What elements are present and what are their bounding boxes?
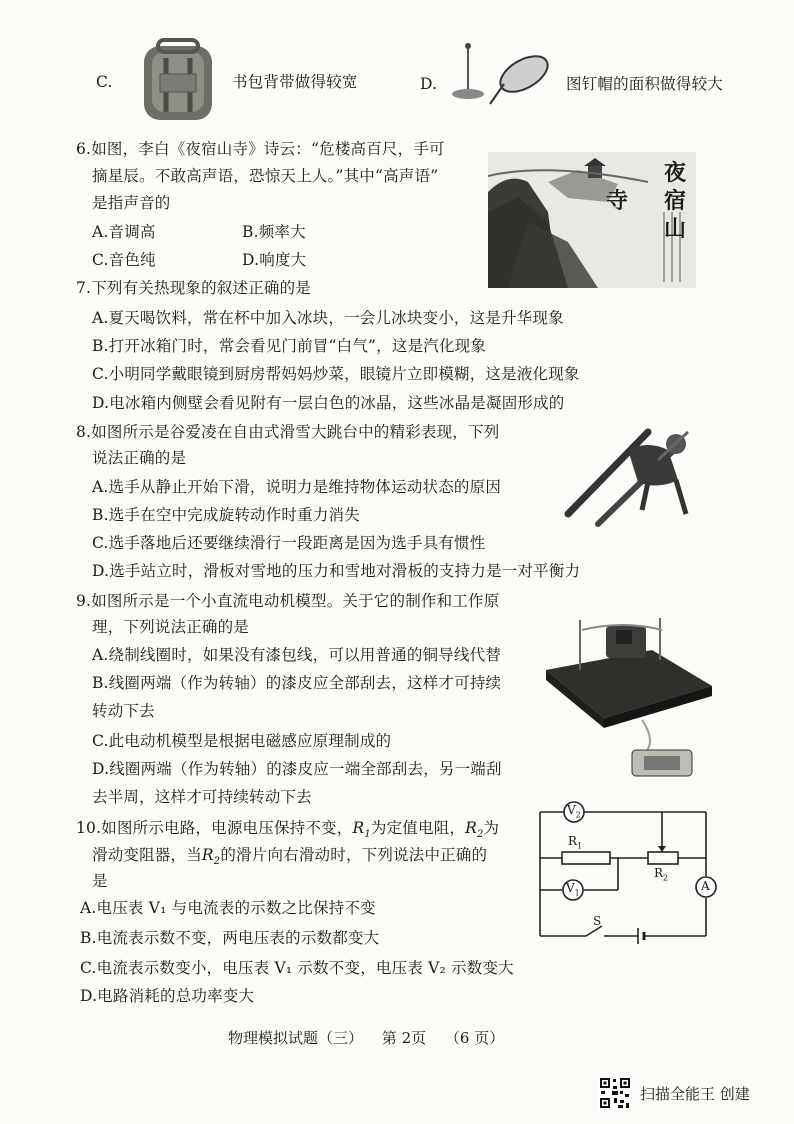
q9-option-b-line-2: 转动下去: [92, 702, 155, 720]
footer-page: 第 2页: [381, 1029, 427, 1047]
circuit-switch-label: S: [593, 914, 602, 928]
q10-r2-symbol: $R_2$: [465, 819, 484, 841]
q10-stem-c: 为: [483, 819, 500, 837]
poem-title-char-3: 山: [664, 216, 687, 242]
q8-stem-line-2: 说法正确的是: [92, 449, 187, 467]
q7-option-d: D.电冰箱内侧壁会看见附有一层白色的冰晶，这些冰晶是凝固形成的: [92, 394, 565, 412]
poem-title-char-4: 寺: [606, 188, 629, 214]
q6-stem-line-1: 6.如图，李白《夜宿山寺》诗云：“危楼高百尺，手可: [76, 140, 445, 158]
qr-code-icon: [598, 1076, 632, 1110]
option-c-letter: C.: [96, 73, 113, 91]
circuit-v1-label: $V_1$: [566, 881, 580, 898]
q10-r1-symbol: $R_1$: [352, 819, 371, 841]
q7-option-b: B.打开冰箱门时，常会看见门前冒“白气”，这是汽化现象: [92, 337, 487, 355]
q10-stem-b: 为定值电阻，: [370, 819, 466, 837]
poem-title-char-2: 宿: [664, 188, 687, 214]
q10-option-a: A.电压表 V₁ 与电流表的示数之比保持不变: [80, 899, 376, 917]
q9-option-d-line-2: 去半周，这样才可持续转动下去: [92, 788, 312, 806]
q6-stem-line-2: 摘星辰。不敢高声语，恐惊天上人。”其中“高声语”: [92, 167, 439, 185]
option-d-letter: D.: [420, 75, 438, 93]
footer-title: 物理模拟试题（三）: [228, 1029, 364, 1047]
thumbtack-image: [442, 40, 552, 110]
q10-stem-a: 10.如图所示电路，电源电压保持不变，: [76, 819, 353, 837]
q10-option-d: D.电路消耗的总功率变大: [80, 987, 255, 1005]
q10-option-b: B.电流表示数不变，两电压表的示数都变大: [80, 929, 380, 947]
q10-stem-line-2: 滑动变阻器，当$R_2$的滑片向右滑动时，下列说法中正确的: [92, 846, 488, 868]
scanner-watermark: 扫描全能王 创建: [640, 1085, 750, 1103]
backpack-image: [130, 38, 226, 122]
poem-title-char-1: 夜: [664, 160, 687, 186]
q9-stem-line-2: 理，下列说法正确的是: [92, 618, 250, 636]
q9-option-c: C.此电动机模型是根据电磁感应原理制成的: [92, 732, 392, 750]
q10-r2-symbol-2: $R_2$: [201, 846, 221, 868]
q7-stem: 7.下列有关热现象的叙述正确的是: [76, 279, 311, 297]
q8-stem-line-1: 8.如图所示是谷爱凌在自由式滑雪大跳台中的精彩表现，下列: [76, 423, 500, 441]
q9-option-a: A.绕制线圈时，如果没有漆包线，可以用普通的铜导线代替: [92, 646, 502, 664]
q8-option-d: D.选手站立时，滑板对雪地的压力和雪地对滑板的支持力是一对平衡力: [92, 562, 581, 580]
option-c-text: 书包背带做得较宽: [232, 73, 358, 91]
skier-image: [558, 410, 708, 530]
circuit-diagram: [534, 796, 724, 946]
q8-option-a: A.选手从静止开始下滑，说明力是维持物体运动状态的原因: [92, 478, 502, 496]
q9-option-d-line-1: D.线圈两端（作为转轴）的漆皮应一端全部刮去，另一端刮: [92, 760, 502, 778]
q8-option-b: B.选手在空中完成旋转动作时重力消失: [92, 506, 360, 524]
q6-stem-line-3: 是指声音的: [92, 194, 171, 212]
q9-option-b-line-1: B.线圈两端（作为转轴）的漆皮应全部刮去，这样才可持续: [92, 674, 502, 692]
circuit-v2-label: $V_2$: [567, 803, 581, 820]
q6-option-b: B.频率大: [242, 223, 306, 241]
circuit-r1-label: $R_1$: [568, 834, 583, 851]
q7-option-a: A.夏天喝饮料，常在杯中加入冰块，一会儿冰块变小，这是升华现象: [92, 309, 564, 327]
q8-option-c: C.选手落地后还要继续滑行一段距离是因为选手具有惯性: [92, 534, 486, 552]
q10-stem-line-3: 是: [92, 872, 108, 890]
q10-stem-line-1: [76, 818, 499, 845]
circuit-ammeter-label: A: [701, 879, 710, 893]
footer-total: （6 页）: [444, 1029, 505, 1047]
motor-model-image: [542, 600, 714, 784]
q6-option-c: C.音色纯: [92, 251, 156, 269]
q10-option-c: C.电流表示数变小，电压表 V₁ 示数不变，电压表 V₂ 示数变大: [80, 959, 514, 977]
option-d-text: 图钉帽的面积做得较大: [566, 75, 724, 93]
q6-option-d: D.响度大: [242, 251, 307, 269]
circuit-r2-label: $R_2$: [654, 866, 669, 883]
q9-stem-line-1: 9.如图所示是一个小直流电动机模型。关于它的制作和工作原: [76, 592, 500, 610]
page-footer: [228, 1027, 504, 1048]
q6-option-a: A.音调高: [92, 223, 156, 241]
q7-option-c: C.小明同学戴眼镜到厨房帮妈妈炒菜，眼镜片立即模糊，这是液化现象: [92, 365, 580, 383]
